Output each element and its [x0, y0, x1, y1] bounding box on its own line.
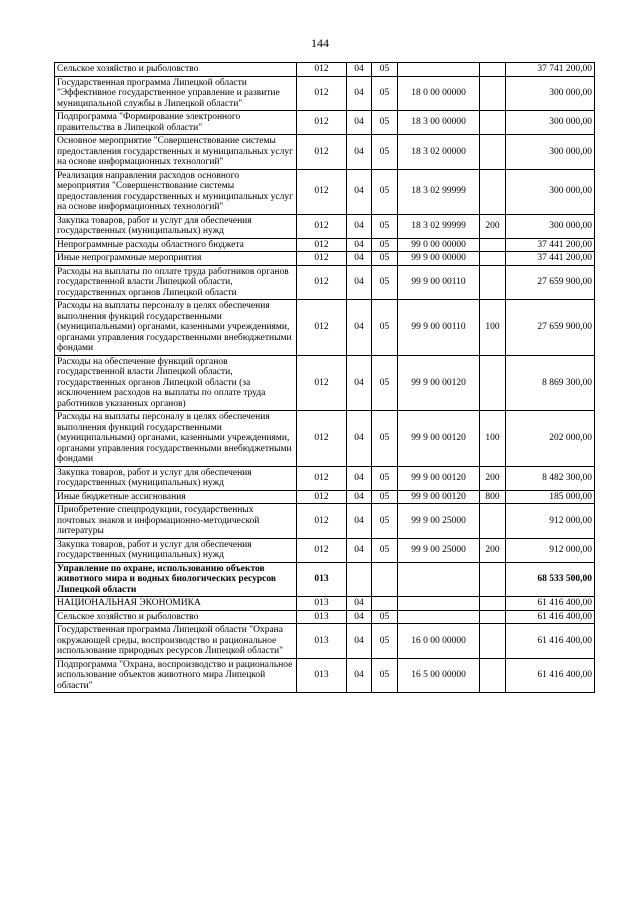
expense-type-cell — [480, 265, 506, 300]
target-article-cell: 99 9 00 25000 — [398, 504, 480, 539]
ministry-code-cell: 012 — [297, 169, 347, 214]
subsection-code-cell: 05 — [372, 252, 398, 266]
table-row — [55, 562, 595, 597]
expense-type-cell: 100 — [480, 300, 506, 356]
ministry-code-cell: 012 — [297, 76, 347, 111]
target-article-cell: 99 9 00 00120 — [398, 411, 480, 467]
item-name-cell: Управление по охране, использованию объектов животного мира и водных биологических ресурсов Липецкой области — [55, 562, 297, 597]
expense-type-cell — [480, 135, 506, 170]
section-code-cell: 04 — [347, 610, 372, 624]
table-row — [55, 76, 595, 111]
target-article-cell: 18 3 02 99999 — [398, 169, 480, 214]
table-row — [55, 597, 595, 611]
expense-type-cell — [480, 658, 506, 693]
expense-type-cell — [480, 504, 506, 539]
expense-type-cell — [480, 111, 506, 135]
section-code-cell: 04 — [347, 252, 372, 266]
amount-cell: 61 416 400,00 — [506, 597, 595, 611]
target-article-cell: 99 9 00 00120 — [398, 355, 480, 411]
amount-cell: 37 741 200,00 — [506, 63, 595, 77]
ministry-code-cell: 012 — [297, 538, 347, 562]
ministry-code-cell: 012 — [297, 355, 347, 411]
subsection-code-cell: 05 — [372, 538, 398, 562]
subsection-code-cell: 05 — [372, 135, 398, 170]
expense-type-cell — [480, 597, 506, 611]
section-code-cell: 04 — [347, 490, 372, 504]
target-article-cell — [398, 63, 480, 77]
budget-table — [54, 62, 595, 693]
ministry-code-cell: 013 — [297, 624, 347, 659]
section-code-cell: 04 — [347, 300, 372, 356]
target-article-cell: 16 0 00 00000 — [398, 624, 480, 659]
subsection-code-cell: 05 — [372, 265, 398, 300]
target-article-cell: 99 9 00 00110 — [398, 265, 480, 300]
target-article-cell: 99 9 00 00120 — [398, 466, 480, 490]
item-name-cell: Приобретение спецпродукции, государственных почтовых знаков и информационно-методической литературы — [55, 504, 297, 539]
item-name-cell: Непрограммные расходы областного бюджета — [55, 238, 297, 252]
item-name-cell: Подпрограмма "Формирование электронного правительства в Липецкой области" — [55, 111, 297, 135]
subsection-code-cell: 05 — [372, 411, 398, 467]
subsection-code-cell: 05 — [372, 63, 398, 77]
expense-type-cell — [480, 169, 506, 214]
subsection-code-cell: 05 — [372, 355, 398, 411]
expense-type-cell: 100 — [480, 411, 506, 467]
section-code-cell: 04 — [347, 135, 372, 170]
amount-cell: 68 533 500,00 — [506, 562, 595, 597]
ministry-code-cell: 012 — [297, 63, 347, 77]
ministry-code-cell: 012 — [297, 411, 347, 467]
subsection-code-cell: 05 — [372, 504, 398, 539]
table-row — [55, 238, 595, 252]
ministry-code-cell: 013 — [297, 610, 347, 624]
amount-cell: 912 000,00 — [506, 504, 595, 539]
subsection-code-cell: 05 — [372, 214, 398, 238]
table-row — [55, 214, 595, 238]
amount-cell: 27 659 900,00 — [506, 300, 595, 356]
ministry-code-cell: 012 — [297, 238, 347, 252]
target-article-cell: 18 3 02 99999 — [398, 214, 480, 238]
ministry-code-cell: 012 — [297, 504, 347, 539]
table-row — [55, 111, 595, 135]
table-row — [55, 610, 595, 624]
amount-cell: 300 000,00 — [506, 169, 595, 214]
section-code-cell: 04 — [347, 355, 372, 411]
ministry-code-cell: 013 — [297, 597, 347, 611]
expense-type-cell — [480, 63, 506, 77]
table-row — [55, 538, 595, 562]
section-code-cell: 04 — [347, 265, 372, 300]
subsection-code-cell: 05 — [372, 466, 398, 490]
subsection-code-cell: 05 — [372, 658, 398, 693]
amount-cell: 37 441 200,00 — [506, 238, 595, 252]
item-name-cell: Государственная программа Липецкой области "Эффективное государственное управление и развитие муниципальной службы в Липецкой области" — [55, 76, 297, 111]
section-code-cell: 04 — [347, 411, 372, 467]
expense-type-cell: 800 — [480, 490, 506, 504]
expense-type-cell: 200 — [480, 538, 506, 562]
item-name-cell: Государственная программа Липецкой области "Охрана окружающей среды, воспроизводство и рациональное использование природных ресурсов Липецкой области" — [55, 624, 297, 659]
target-article-cell — [398, 597, 480, 611]
target-article-cell — [398, 562, 480, 597]
item-name-cell: Сельское хозяйство и рыболовство — [55, 610, 297, 624]
amount-cell: 8 482 300,00 — [506, 466, 595, 490]
ministry-code-cell: 012 — [297, 300, 347, 356]
target-article-cell: 18 0 00 00000 — [398, 76, 480, 111]
amount-cell: 300 000,00 — [506, 111, 595, 135]
expense-type-cell — [480, 252, 506, 266]
section-code-cell: 04 — [347, 111, 372, 135]
table-row — [55, 252, 595, 266]
item-name-cell: Закупка товаров, работ и услуг для обеспечения государственных (муниципальных) нужд — [55, 538, 297, 562]
table-row — [55, 411, 595, 467]
section-code-cell: 04 — [347, 238, 372, 252]
section-code-cell: 04 — [347, 538, 372, 562]
expense-type-cell — [480, 355, 506, 411]
section-code-cell — [347, 562, 372, 597]
item-name-cell: Сельское хозяйство и рыболовство — [55, 63, 297, 77]
table-row — [55, 624, 595, 659]
item-name-cell: Закупка товаров, работ и услуг для обеспечения государственных (муниципальных) нужд — [55, 466, 297, 490]
expense-type-cell — [480, 624, 506, 659]
table-row — [55, 135, 595, 170]
section-code-cell: 04 — [347, 76, 372, 111]
subsection-code-cell: 05 — [372, 111, 398, 135]
section-code-cell: 04 — [347, 63, 372, 77]
section-code-cell: 04 — [347, 466, 372, 490]
target-article-cell — [398, 610, 480, 624]
table-row — [55, 658, 595, 693]
amount-cell: 300 000,00 — [506, 214, 595, 238]
table-row — [55, 490, 595, 504]
item-name-cell: Иные непрограммные мероприятия — [55, 252, 297, 266]
amount-cell: 8 869 300,00 — [506, 355, 595, 411]
target-article-cell: 18 3 00 00000 — [398, 111, 480, 135]
item-name-cell: Расходы на выплаты по оплате труда работников органов государственной власти Липецкой области, государственных органов Липецкой области — [55, 265, 297, 300]
ministry-code-cell: 013 — [297, 658, 347, 693]
subsection-code-cell — [372, 562, 398, 597]
amount-cell: 300 000,00 — [506, 76, 595, 111]
target-article-cell: 18 3 02 00000 — [398, 135, 480, 170]
table-row — [55, 466, 595, 490]
table-row — [55, 504, 595, 539]
item-name-cell: Закупка товаров, работ и услуг для обеспечения государственных (муниципальных) нужд — [55, 214, 297, 238]
table-row — [55, 63, 595, 77]
amount-cell: 202 000,00 — [506, 411, 595, 467]
section-code-cell: 04 — [347, 624, 372, 659]
item-name-cell: Иные бюджетные ассигнования — [55, 490, 297, 504]
section-code-cell: 04 — [347, 214, 372, 238]
amount-cell: 37 441 200,00 — [506, 252, 595, 266]
expense-type-cell: 200 — [480, 466, 506, 490]
ministry-code-cell: 012 — [297, 265, 347, 300]
item-name-cell: Реализация направления расходов основного мероприятия "Совершенствование системы предоставления государственных и муниципальных услуг на основе информационных технологий" — [55, 169, 297, 214]
table-row — [55, 300, 595, 356]
section-code-cell: 04 — [347, 504, 372, 539]
target-article-cell: 16 5 00 00000 — [398, 658, 480, 693]
amount-cell: 27 659 900,00 — [506, 265, 595, 300]
ministry-code-cell: 012 — [297, 214, 347, 238]
amount-cell: 185 000,00 — [506, 490, 595, 504]
target-article-cell: 99 0 00 00000 — [398, 238, 480, 252]
table-row — [55, 355, 595, 411]
target-article-cell: 99 9 00 25000 — [398, 538, 480, 562]
amount-cell: 61 416 400,00 — [506, 658, 595, 693]
target-article-cell: 99 9 00 00000 — [398, 252, 480, 266]
subsection-code-cell: 05 — [372, 238, 398, 252]
expense-type-cell — [480, 610, 506, 624]
subsection-code-cell: 05 — [372, 610, 398, 624]
amount-cell: 912 000,00 — [506, 538, 595, 562]
item-name-cell: Подпрограмма "Охрана, воспроизводство и рациональное использование объектов животного мира Липецкой области" — [55, 658, 297, 693]
expense-type-cell: 200 — [480, 214, 506, 238]
section-code-cell: 04 — [347, 658, 372, 693]
item-name-cell: Расходы на обеспечение функций органов государственной власти Липецкой области, государственных органов Липецкой области (за исключением расходов на выплаты по оплате труда работников указанных органов) — [55, 355, 297, 411]
target-article-cell: 99 9 00 00120 — [398, 490, 480, 504]
expense-type-cell — [480, 562, 506, 597]
ministry-code-cell: 012 — [297, 466, 347, 490]
section-code-cell: 04 — [347, 597, 372, 611]
item-name-cell: Расходы на выплаты персоналу в целях обеспечения выполнения функций государственными (муниципальными) органами, казенными учреждениями, органами управления государственными внебюджетными фондами — [55, 411, 297, 467]
table-row — [55, 265, 595, 300]
subsection-code-cell — [372, 597, 398, 611]
page-number: 144 — [311, 36, 329, 50]
ministry-code-cell: 012 — [297, 490, 347, 504]
expense-type-cell — [480, 76, 506, 111]
target-article-cell: 99 9 00 00110 — [398, 300, 480, 356]
item-name-cell: Основное мероприятие "Совершенствование системы предоставления государственных и муниципальных услуг на основе информационных технологий" — [55, 135, 297, 170]
subsection-code-cell: 05 — [372, 490, 398, 504]
ministry-code-cell: 012 — [297, 111, 347, 135]
item-name-cell: Расходы на выплаты персоналу в целях обеспечения выполнения функций государственными (муниципальными) органами, казенными учреждениями, органами управления государственными внебюджетными фондами — [55, 300, 297, 356]
subsection-code-cell: 05 — [372, 624, 398, 659]
item-name-cell: НАЦИОНАЛЬНАЯ ЭКОНОМИКА — [55, 597, 297, 611]
ministry-code-cell: 012 — [297, 135, 347, 170]
amount-cell: 300 000,00 — [506, 135, 595, 170]
amount-cell: 61 416 400,00 — [506, 624, 595, 659]
ministry-code-cell: 012 — [297, 252, 347, 266]
table-row — [55, 169, 595, 214]
subsection-code-cell: 05 — [372, 76, 398, 111]
expense-type-cell — [480, 238, 506, 252]
amount-cell: 61 416 400,00 — [506, 610, 595, 624]
ministry-code-cell: 013 — [297, 562, 347, 597]
subsection-code-cell: 05 — [372, 300, 398, 356]
subsection-code-cell: 05 — [372, 169, 398, 214]
section-code-cell: 04 — [347, 169, 372, 214]
